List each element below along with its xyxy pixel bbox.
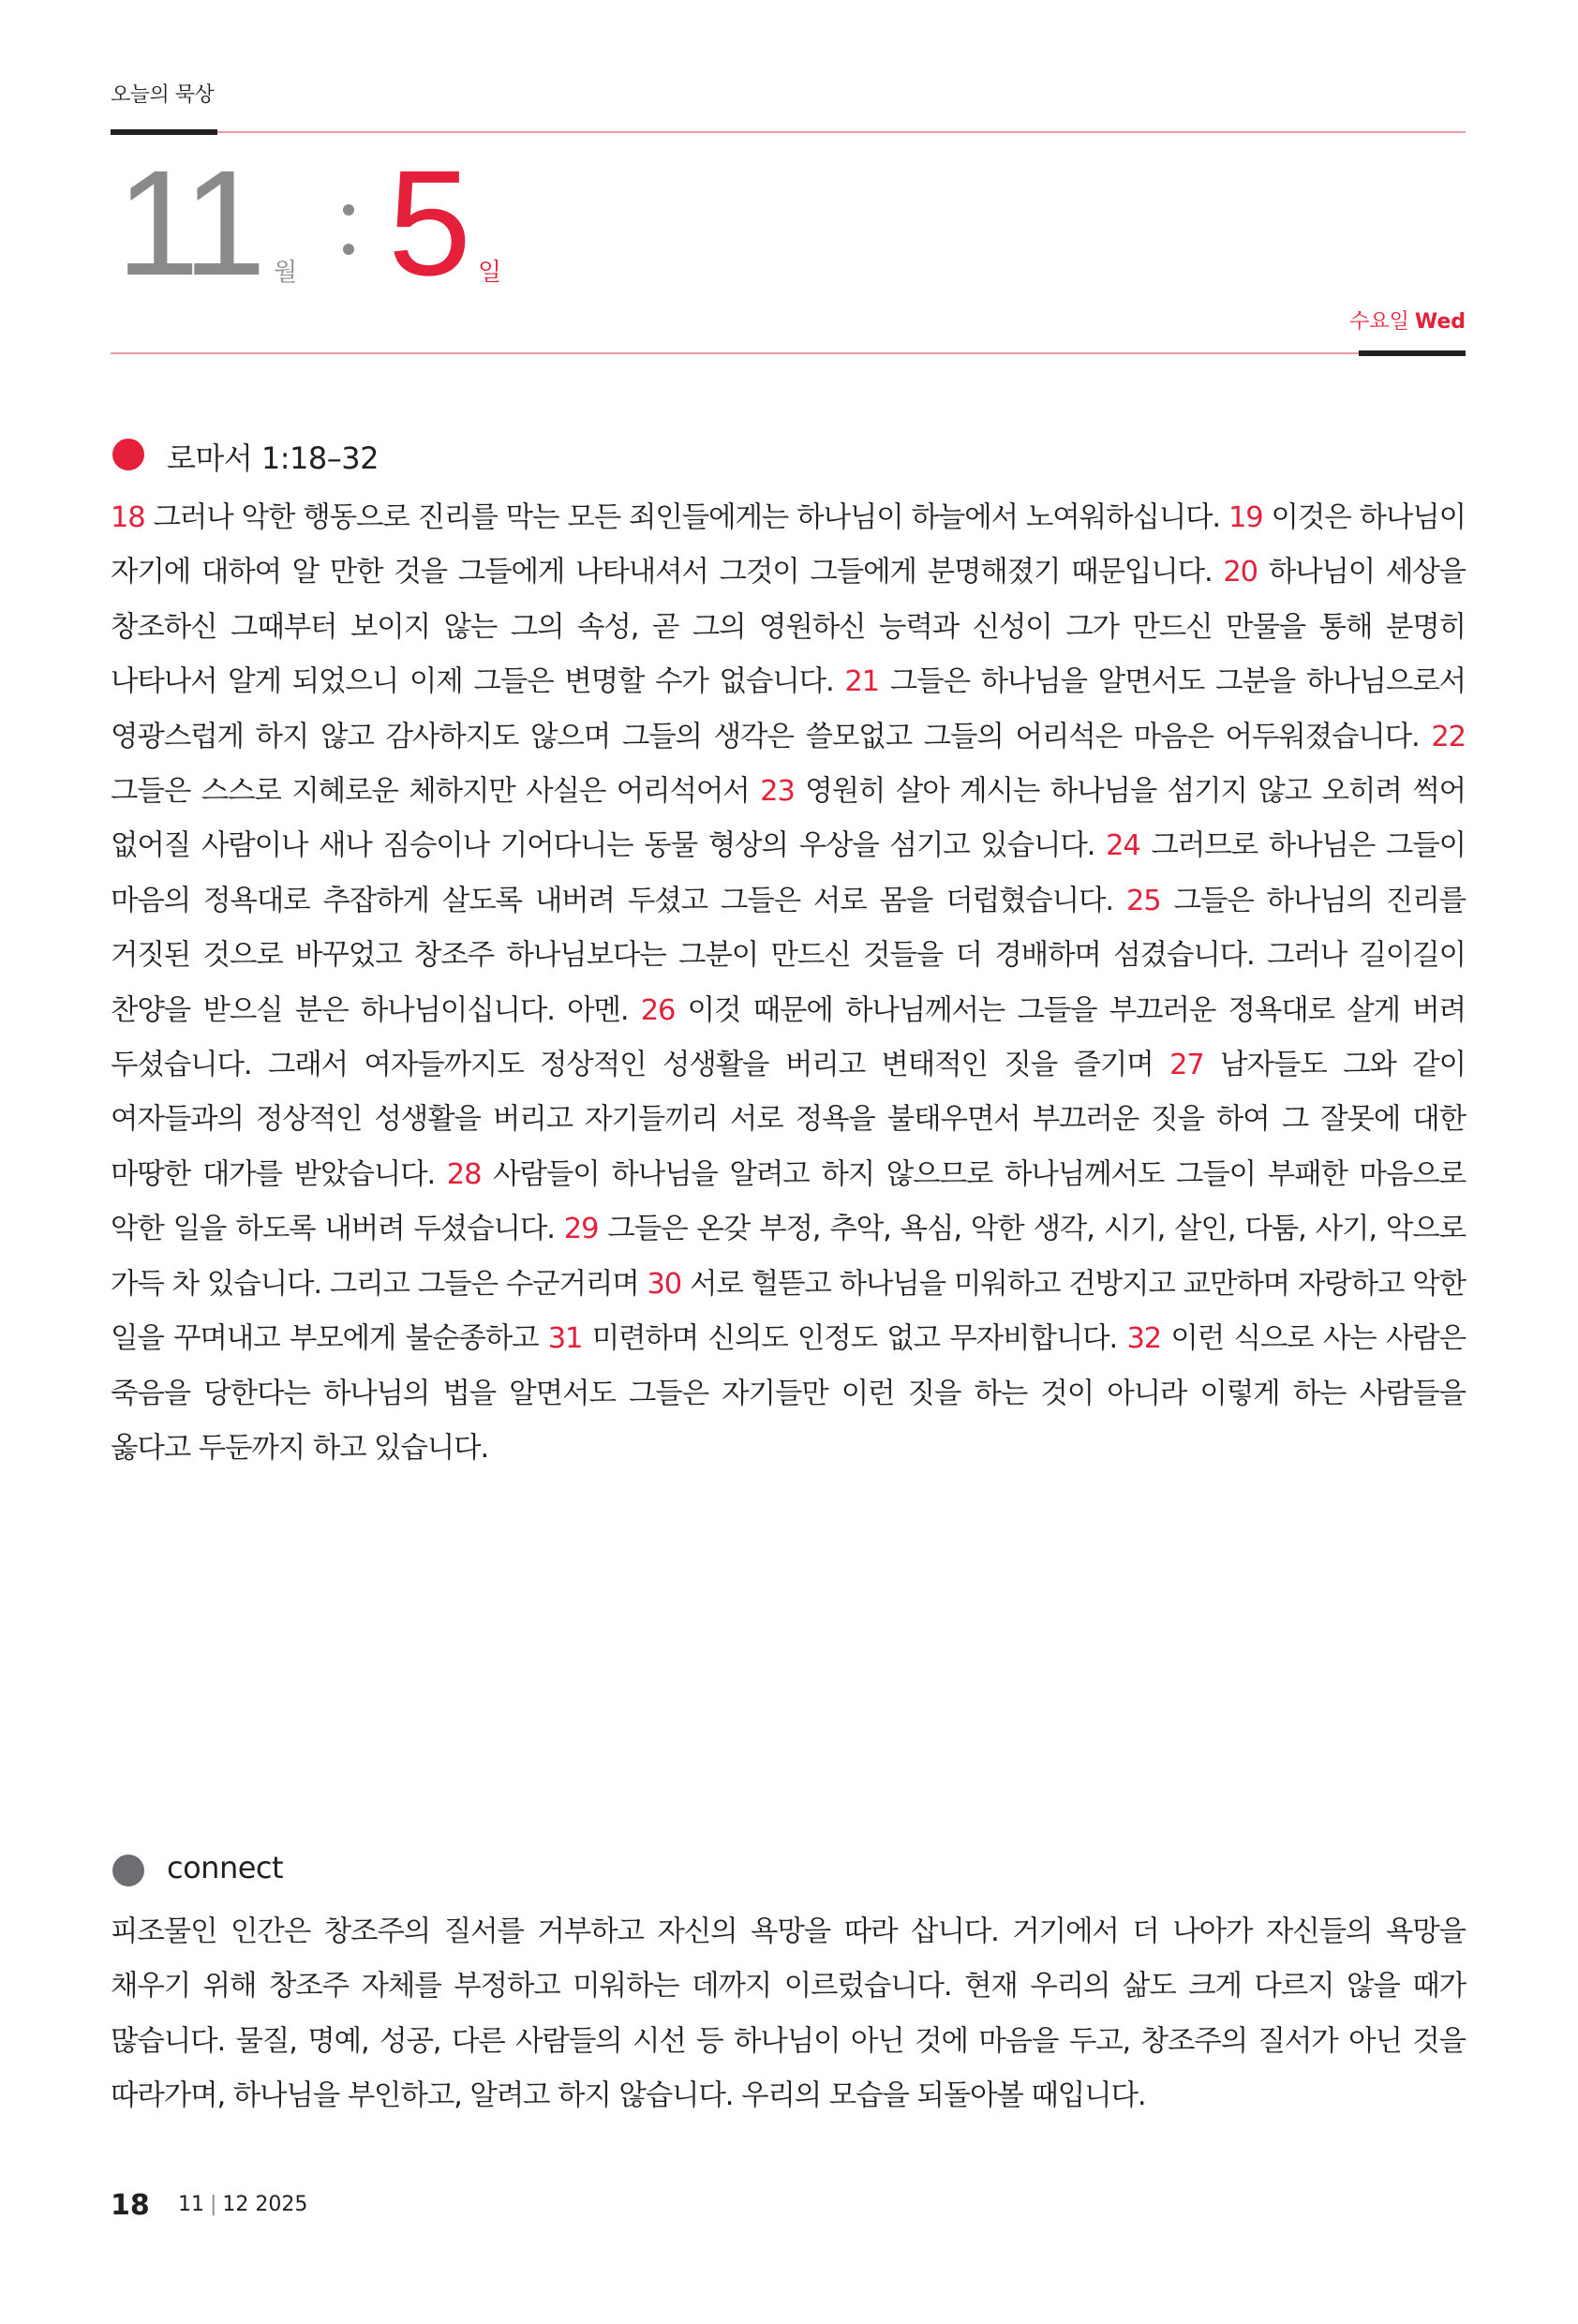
- verse-text: 서로 헐뜯고 하나님을 미워하고 건방지고 교만하며 자랑하고 악한 일을 꾸며내고 부모에게 불순종하고: [111, 1267, 1466, 1356]
- verse-number: 32: [1126, 1322, 1162, 1356]
- day-unit: 일: [478, 259, 502, 287]
- verse-number: 25: [1125, 884, 1161, 917]
- verse-number: 21: [844, 665, 879, 699]
- month-unit: 월: [274, 259, 298, 287]
- day-number: 5: [388, 139, 471, 306]
- verse-text: 그러나 악한 행동으로 진리를 막는 모든 죄인들에게는 하나님이 하늘에서 노여워하십니다.: [144, 501, 1228, 534]
- verse-text: 그들은 하나님의 진리를 거짓된 것으로 바꾸었고 창조주 하나님보다는 그분이 만드신 것들을 더 경배하며 섬겼습니다. 그러나 길이길이 찬양을 받으실 분은 하나님이십니다. 아멘.: [111, 884, 1466, 1027]
- verse-number: 26: [640, 993, 676, 1027]
- verse-number: 30: [647, 1267, 682, 1301]
- scripture-body: [111, 491, 1466, 1476]
- verse-text: 미련하며 신의도 인정도 없고 무자비합니다.: [582, 1322, 1127, 1356]
- verse-number: 22: [1431, 720, 1466, 753]
- verse-number: 27: [1169, 1049, 1204, 1082]
- verse-text: 그들은 스스로 지혜로운 체하지만 사실은 어리석어서: [111, 775, 761, 809]
- verse-number: 24: [1106, 829, 1140, 863]
- weekday-english: Wed: [1414, 310, 1466, 334]
- month-number: 11: [116, 139, 261, 306]
- weekday-korean: 수요일: [1349, 310, 1409, 334]
- issue-separator: |: [210, 2193, 217, 2216]
- verse-text: 하나님이 세상을 창조하신 그때부터 보이지 않는 그의 속성, 곧 그의 영원하신 능력과 신성이 그가 만드신 만물을 통해 분명히 나타나서 알게 되었으니 이제 그들은 변명할 수가 없습니다.: [111, 556, 1466, 699]
- section-label: 오늘의 묵상: [111, 83, 215, 107]
- verse-number: 29: [563, 1213, 599, 1246]
- verse-number: 28: [446, 1157, 482, 1191]
- page-number: 18: [111, 2189, 150, 2222]
- verse-text: 영원히 살아 계시는 하나님을 섬기지 않고 오히려 썩어 없어질 사람이나 새나 짐승이나 기어다니는 동물 형상의 우상을 섬기고 있습니다.: [111, 775, 1466, 863]
- verse-number: 20: [1223, 556, 1258, 589]
- scripture-bullet-icon: [112, 439, 144, 470]
- verse-text: 이런 식으로 사는 사람은 죽음을 당한다는 하나님의 법을 알면서도 그들은 자기들만 이런 짓을 하는 것이 아니라 이렇게 하는 사람들을 옳다고 두둔까지 하고 있습니다.: [111, 1322, 1466, 1465]
- issue-month: 11: [178, 2193, 204, 2216]
- connect-heading: connect: [167, 1850, 284, 1885]
- verse-text: 그들은 하나님을 알면서도 그분을 하나님으로서 영광스럽게 하지 않고 감사하지도 않으며 그들의 생각은 쓸모없고 그들의 어리석은 마음은 어두워졌습니다.: [111, 665, 1466, 753]
- verse-text: 그러므로 하나님은 그들이 마음의 정욕대로 추잡하게 살도록 내버려 두셨고 그들은 서로 몸을 더럽혔습니다.: [111, 829, 1466, 917]
- verse-number: 18: [111, 501, 145, 534]
- verse-number: 31: [547, 1322, 583, 1356]
- connect-bullet-icon: [112, 1855, 144, 1886]
- verse-text: 이것은 하나님이 자기에 대하여 알 만한 것을 그들에게 나타내셔서 그것이 그들에게 분명해졌기 때문입니다.: [111, 501, 1466, 589]
- verse-text: 남자들도 그와 같이 여자들과의 정상적인 성생활을 버리고 자기들끼리 서로 정욕을 불태우면서 부끄러운 짓을 하여 그 잘못에 대한 마땅한 대가를 받았습니다.: [111, 1049, 1466, 1191]
- verse-text: 그들은 온갖 부정, 추악, 욕심, 악한 생각, 시기, 살인, 다툼, 사기, 악으로 가득 차 있습니다. 그리고 그들은 수군거리며: [111, 1213, 1466, 1301]
- connect-body: 피조물인 인간은 창조주의 질서를 거부하고 자신의 욕망을 따라 삽니다. 거기에서 더 나아가 자신들의 욕망을 채우기 위해 창조주 자체를 부정하고 미워하는 데까지 이르렀습니다. 현재 우리의 삶도 크게 다르지 않을 때가 많습니다. 물질, 명예, 성공, 다른 사람들의 시선 등 하나님이 아닌 것에 마음을 두고, 창조주의 질서가 아닌 것을 따라가며, 하나님을 부인하고, 알려고 하지 않습니다. 우리의 모습을 되돌아볼 때입니다.: [111, 1915, 1466, 2113]
- verse-number: 19: [1228, 501, 1263, 534]
- header-divider: [111, 352, 1466, 354]
- scripture-reference: 로마서 1:18–32: [167, 440, 379, 476]
- header-divider-accent: [1359, 350, 1466, 356]
- weekday: [1349, 305, 1466, 335]
- date-separator-dot-top: [343, 204, 354, 216]
- verse-number: 23: [760, 775, 795, 809]
- date-separator-dot-bottom: [343, 244, 354, 255]
- issue-date: 12 2025: [222, 2193, 308, 2216]
- top-divider-accent: [111, 129, 217, 135]
- top-divider: [111, 131, 1466, 133]
- verse-text: 이것 때문에 하나님께서는 그들을 부끄러운 정욕대로 살게 버려 두셨습니다. 그래서 여자들까지도 정상적인 성생활을 버리고 변태적인 짓을 즐기며: [111, 993, 1466, 1082]
- issue-info: [178, 2193, 307, 2216]
- verse-text: 사람들이 하나님을 알려고 하지 않으므로 하나님께서도 그들이 부패한 마음으로 악한 일을 하도록 내버려 두셨습니다.: [111, 1157, 1466, 1246]
